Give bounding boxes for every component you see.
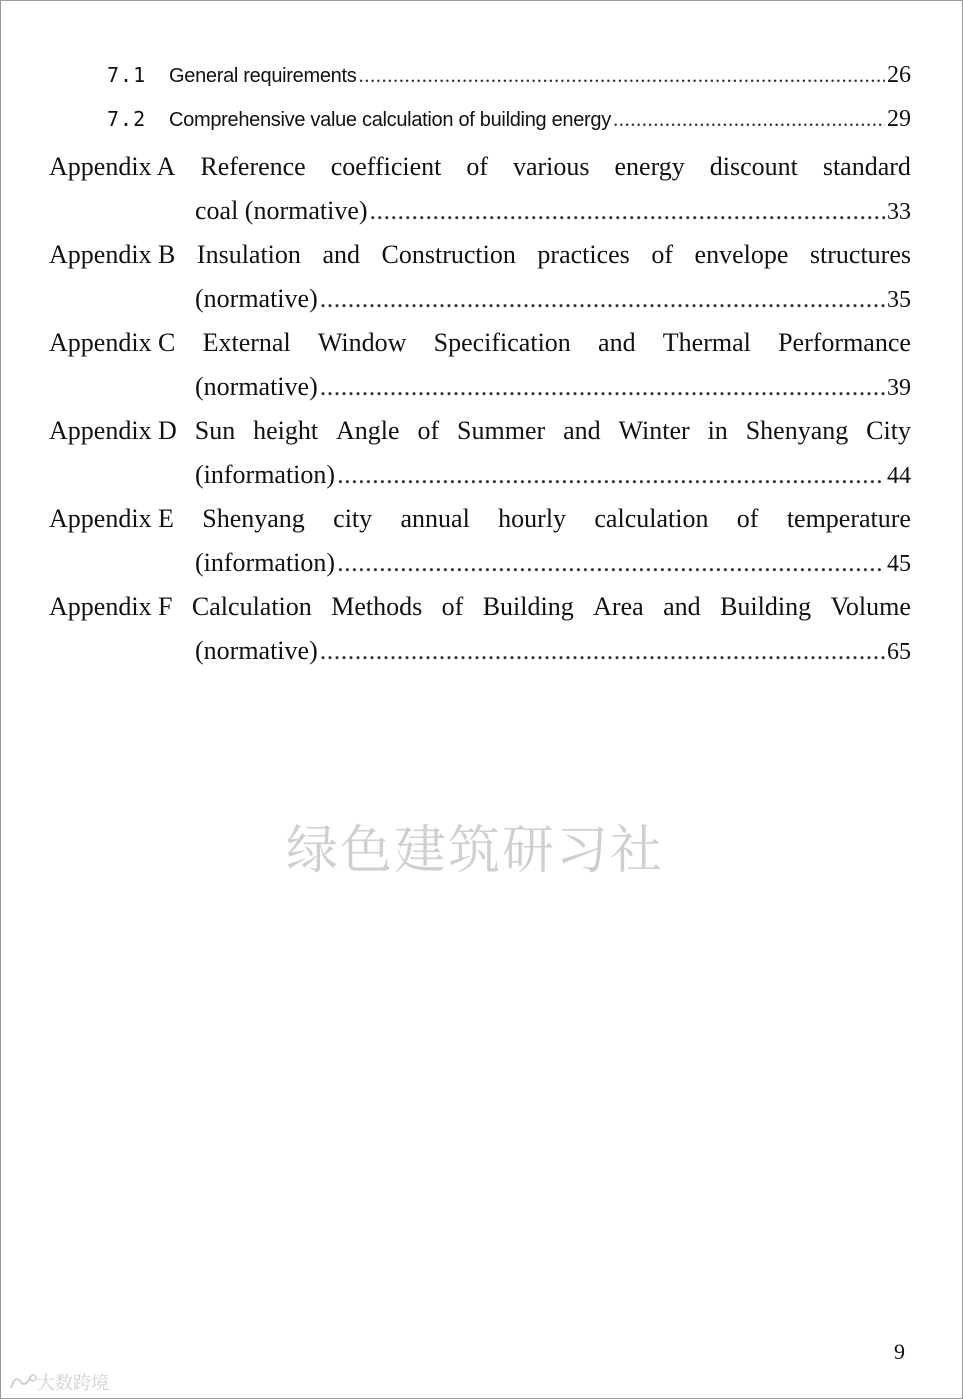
appendix-title-word: coefficient (330, 152, 442, 181)
appendix-title-word: Volume (830, 592, 911, 621)
appendix-continuation: (normative) (195, 284, 318, 313)
appendix-title-word: standard (822, 152, 911, 181)
appendix-title-word: Building (482, 592, 574, 621)
appendix-title-word: Sun (194, 416, 236, 445)
appendix-title-word: Area (593, 592, 644, 621)
toc-entry-appendix[interactable] (49, 145, 911, 233)
appendix-label: Appendix C (49, 328, 176, 357)
appendix-title-line (49, 145, 911, 189)
appendix-title-word: Specification (433, 328, 571, 357)
appendix-title-word: Summer (457, 416, 546, 445)
appendix-title-line (49, 233, 911, 277)
toc-entry-appendix[interactable] (49, 321, 911, 409)
appendix-title-word: of (417, 416, 440, 445)
leader-dots (320, 277, 885, 321)
page-number: 9 (894, 1339, 905, 1364)
appendix-title-word: Reference (200, 152, 306, 181)
appendix-title-word: envelope (694, 240, 789, 269)
appendix-title-word: height (253, 416, 319, 445)
appendix-title-word: calculation (594, 504, 709, 533)
appendix-continuation-line (49, 277, 911, 321)
section-title: General requirements (169, 65, 357, 87)
toc-entry-appendix[interactable] (49, 585, 911, 673)
leader-dots (370, 189, 885, 233)
appendix-title-word: Performance (778, 328, 911, 357)
page-reference: 33 (887, 199, 911, 225)
appendix-title-word: and (322, 240, 360, 269)
logo-icon (9, 1372, 37, 1392)
page-reference: 44 (887, 463, 911, 489)
leader-dots (337, 541, 885, 585)
appendix-title-word: in (707, 416, 728, 445)
leader-dots (613, 101, 885, 137)
appendix-title-word: of (736, 504, 759, 533)
appendix-title-word: Winter (618, 416, 690, 445)
page-reference: 29 (887, 106, 911, 132)
appendix-title-word: annual (400, 504, 470, 533)
appendix-title-word: and (663, 592, 701, 621)
appendix-title-word: Insulation (196, 240, 301, 269)
appendix-title-word: Construction (381, 240, 516, 269)
page-reference: 39 (887, 375, 911, 401)
appendix-title-word: energy (614, 152, 685, 181)
appendix-title-word: of (466, 152, 489, 181)
appendix-title-word: and (598, 328, 636, 357)
appendix-label: Appendix E (49, 504, 174, 533)
appendix-title-word: hourly (498, 504, 567, 533)
appendix-continuation: (normative) (195, 372, 318, 401)
toc-entry-appendix[interactable] (49, 233, 911, 321)
page-reference: 35 (887, 287, 911, 313)
section-number: 7.1 (107, 63, 147, 87)
corner-logo (9, 1369, 139, 1395)
page-reference: 26 (887, 62, 911, 88)
table-of-contents (49, 57, 911, 673)
appendix-continuation-line (49, 189, 911, 233)
appendix-continuation-line (49, 365, 911, 409)
appendix-title-word: City (866, 416, 911, 445)
appendix-continuation-line (49, 541, 911, 585)
appendix-title-word: Calculation (191, 592, 312, 621)
appendix-continuation: (information) (195, 548, 336, 577)
appendix-title-word: Shenyang (202, 504, 305, 533)
appendix-label: Appendix F (49, 592, 173, 621)
appendix-title-word: of (651, 240, 673, 269)
page-reference: 45 (887, 551, 911, 577)
appendix-label: Appendix B (49, 240, 176, 269)
appendix-title-word: Thermal (662, 328, 751, 357)
appendix-label: Appendix A (49, 152, 176, 181)
appendix-title-word: Methods (331, 592, 423, 621)
appendix-continuation: (normative) (195, 636, 318, 665)
appendix-title-word: Window (317, 328, 407, 357)
leader-dots (358, 57, 885, 93)
appendix-title-word: city (333, 504, 373, 533)
appendix-continuation: coal (normative) (195, 196, 368, 225)
appendix-continuation-line (49, 629, 911, 673)
logo-text: 大数跨境 (37, 1373, 109, 1394)
appendix-list (49, 145, 911, 673)
appendix-title-word: of (441, 592, 464, 621)
appendix-title-line (49, 585, 911, 629)
appendix-title-line (49, 497, 911, 541)
section-title: Comprehensive value calculation of building energy (169, 109, 611, 131)
toc-entry-7-2[interactable] (49, 101, 911, 145)
appendix-title-word: structures (809, 240, 911, 269)
toc-entry-appendix[interactable] (49, 409, 911, 497)
appendix-title-word: Shenyang (745, 416, 849, 445)
page-reference: 65 (887, 639, 911, 665)
appendix-title-word: temperature (786, 504, 911, 533)
leader-dots (337, 453, 885, 497)
appendix-title-word: Building (720, 592, 812, 621)
appendix-title-word: practices (537, 240, 630, 269)
appendix-continuation: (information) (195, 460, 336, 489)
appendix-title-word: and (563, 416, 601, 445)
appendix-title-line (49, 409, 911, 453)
section-number: 7.2 (107, 107, 147, 131)
appendix-label: Appendix D (49, 416, 177, 445)
appendix-title-word: Angle (336, 416, 400, 445)
watermark: 绿色建筑研习社 (286, 821, 665, 881)
appendix-title-word: External (202, 328, 291, 357)
leader-dots (320, 629, 885, 673)
toc-entry-7-1[interactable] (49, 57, 911, 101)
appendix-title-word: discount (709, 152, 798, 181)
appendix-title-line (49, 321, 911, 365)
appendix-continuation-line (49, 453, 911, 497)
leader-dots (320, 365, 885, 409)
toc-entry-appendix[interactable] (49, 497, 911, 585)
appendix-title-word: various (512, 152, 590, 181)
